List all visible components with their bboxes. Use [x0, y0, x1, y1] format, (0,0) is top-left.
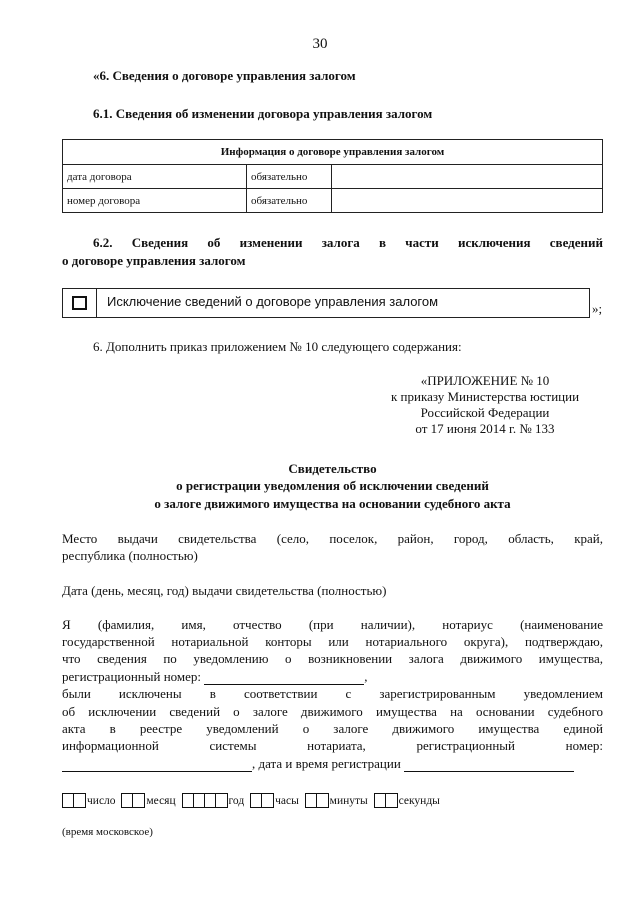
table-header: Информация о договоре управления залогом	[63, 140, 603, 165]
body-line5	[62, 686, 603, 702]
day-boxes[interactable]	[62, 793, 86, 808]
month-label: месяц	[146, 794, 176, 807]
body-line6	[62, 704, 603, 720]
minutes-label: минуты	[329, 794, 368, 807]
place-line1	[62, 531, 603, 547]
year-boxes[interactable]	[182, 793, 228, 808]
table-cell-label: дата договора	[63, 165, 247, 189]
section-6-1-title: 6.1. Сведения об изменении договора управления залогом	[93, 106, 433, 121]
checkbox-cell	[63, 289, 97, 317]
appendix-block	[380, 373, 590, 437]
table-cell-status: обязательно	[247, 165, 332, 189]
comma: ,	[364, 669, 368, 684]
body-line1-text: Я (фамилия, имя, отчество (при наличии), нотариус (наименование	[62, 617, 603, 632]
month-boxes[interactable]	[121, 793, 145, 808]
contract-info-table	[62, 139, 603, 213]
appendix-line1: «ПРИЛОЖЕНИЕ № 10	[420, 373, 550, 388]
seconds-boxes[interactable]	[374, 793, 398, 808]
body-line4	[62, 669, 368, 685]
section-6-2-line1	[93, 235, 603, 251]
item-6-text: 6. Дополнить приказ приложением № 10 следующего содержания:	[93, 339, 462, 354]
body-line2-text: государственной нотариальной конторы или нотариального округа), подтверждаю,	[62, 634, 603, 649]
body-line7	[62, 721, 603, 737]
certificate-title: Свидетельство	[288, 461, 377, 476]
body-line9	[62, 756, 574, 772]
quote-end: »;	[592, 301, 603, 316]
appendix-line4: от 17 июня 2014 г. № 133	[415, 421, 555, 436]
body-line3	[62, 651, 603, 667]
table-cell-value	[332, 189, 603, 213]
date-issue: Дата (день, месяц, год) выдачи свидетельства (полностью)	[62, 583, 387, 598]
section-6-2-line1-text: 6.2. Сведения об изменении залога в части исключения сведений	[93, 235, 603, 250]
exclusion-checkbox[interactable]	[72, 296, 87, 310]
reg-number-label: регистрационный номер:	[62, 669, 202, 684]
section-6-2-line2: о договоре управления залогом	[62, 253, 246, 268]
certificate-subtitle2: о залоге движимого имущества на основании судебного акта	[154, 496, 511, 511]
body-line8-text: информационной системы нотариата, регистрационный номер:	[62, 738, 603, 753]
datetime-boxes-row	[62, 793, 443, 808]
body-line8	[62, 738, 603, 754]
minutes-boxes[interactable]	[305, 793, 329, 808]
place-line1-text: Место выдачи свидетельства (село, поселок, район, город, область, край,	[62, 531, 603, 546]
body-line3-text: что сведения по уведомлению о возникновении залога движимого имущества,	[62, 651, 603, 666]
table-cell-label: номер договора	[63, 189, 247, 213]
body-line7-text: акта в реестре уведомлений о залоге движимого имущества единой	[62, 721, 603, 736]
moscow-time-note: (время московское)	[62, 826, 153, 838]
page-number: 30	[312, 36, 328, 52]
hours-boxes[interactable]	[250, 793, 274, 808]
body-line6-text: об исключении сведений о залоге движимого имущества на основании судебного	[62, 704, 603, 719]
reg-number-field[interactable]	[204, 671, 364, 685]
body-line5-text: были исключены в соответствии с зарегистрированным уведомлением	[62, 686, 603, 701]
appendix-line3: Российской Федерации	[420, 405, 550, 420]
place-line2: республика (полностью)	[62, 548, 198, 563]
exclusion-checkbox-row	[62, 288, 590, 318]
reg-datetime-field[interactable]	[404, 758, 574, 772]
certificate-subtitle1: о регистрации уведомления об исключении сведений	[176, 478, 489, 493]
body-line1	[62, 617, 603, 633]
table-cell-value	[332, 165, 603, 189]
table-row	[63, 165, 603, 189]
year-label: год	[228, 794, 245, 807]
reg-datetime-label: , дата и время регистрации	[252, 756, 401, 771]
hours-label: часы	[275, 794, 299, 807]
checkbox-label: Исключение сведений о договоре управления залогом	[107, 294, 439, 309]
seconds-label: секунды	[398, 794, 440, 807]
day-label: число	[87, 794, 116, 807]
body-line2	[62, 634, 603, 650]
appendix-line2: к приказу Министерства юстиции	[390, 389, 580, 404]
table-cell-status: обязательно	[247, 189, 332, 213]
table-row	[63, 189, 603, 213]
section-6-title: «6. Сведения о договоре управления залогом	[93, 68, 356, 83]
registry-number-field[interactable]	[62, 758, 252, 772]
